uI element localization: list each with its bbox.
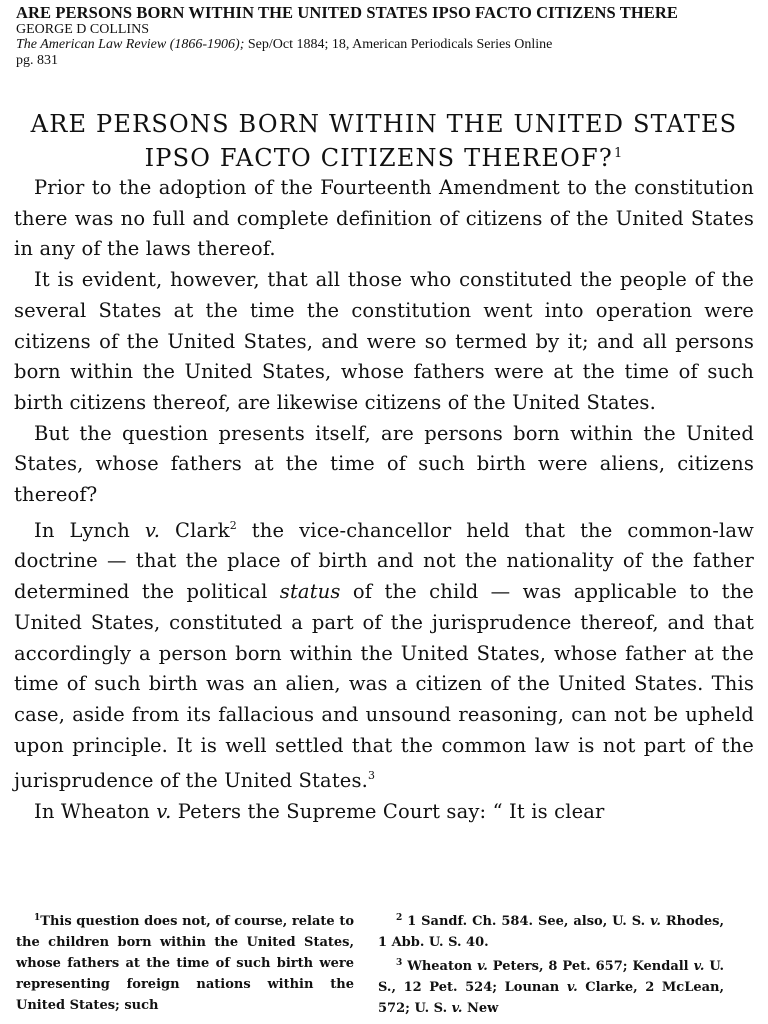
versus-abbrev: v. bbox=[144, 518, 161, 542]
footnote-mark: 3 bbox=[396, 958, 403, 968]
footnote-text: 1 Sandf. Ch. 584. See, also, U. S. bbox=[402, 914, 651, 929]
citation-author: GEORGE D COLLINS bbox=[16, 22, 149, 37]
paragraph: Prior to the adoption of the Fourteenth Amendment to the constitution there was no full and complete definition of citizens of the United States in any of the laws thereof. bbox=[14, 176, 754, 261]
footnote-text: U. S., 12 Pet. 524; Lounan bbox=[378, 959, 724, 995]
footnote-text: Peters, 8 Pet. 657; Kendall bbox=[487, 959, 694, 974]
citation-title: ARE PERSONS BORN WITHIN THE UNITED STATES IPSO FACTO CITIZENS THERE bbox=[16, 4, 678, 22]
versus-abbrev: v. bbox=[451, 1001, 463, 1016]
footnote-mark: 2 bbox=[396, 913, 403, 923]
footnotes-left-column bbox=[16, 908, 354, 1016]
versus-abbrev: v. bbox=[566, 980, 578, 995]
footnote-2 bbox=[378, 908, 724, 953]
text-run: of the child — was applicable to the United States, constituted a part of the jurisprudence thereof, and that accordingly a person born within the United States, whose father at the time of such birth was an alien, was a citizen of the United States. This case, aside from its fallacious and unsound reasoning, can not be upheld upon principle. It is well settled that the common law is not part of the jurisprudence of the United States. bbox=[14, 580, 754, 793]
paragraph: It is evident, however, that all those who constituted the people of the several States at the time the constitution went into operation were citizens of the United States, and were so termed by it; and all persons born within the United States, whose fathers were at the time of such birth citizens thereof, are likewise citizens of the United States. bbox=[14, 268, 754, 414]
citation-source bbox=[16, 37, 768, 53]
versus-abbrev: v. bbox=[693, 959, 705, 974]
footnote-mark: 1 bbox=[613, 146, 624, 162]
footnote-mark: 2 bbox=[229, 518, 237, 532]
footnote-text: New bbox=[462, 1001, 499, 1016]
text-run: Clark bbox=[160, 518, 230, 542]
article-title-line-2: IPSO FACTO CITIZENS THEREOF? bbox=[144, 144, 613, 173]
footnote-mark: 1 bbox=[34, 913, 41, 923]
italic-term: status bbox=[279, 580, 341, 604]
paragraph bbox=[14, 797, 754, 828]
text-run: In Lynch bbox=[34, 518, 145, 542]
citation-page: pg. 831 bbox=[16, 53, 58, 68]
text-run: In Wheaton bbox=[34, 800, 157, 824]
citation-journal: The American Law Review (1866-1906); bbox=[16, 37, 245, 52]
footnote-1 bbox=[16, 908, 354, 1016]
article-title-line-1: ARE PERSONS BORN WITHIN THE UNITED STATES bbox=[30, 110, 738, 139]
text-run: the vice-chancellor held that the common-law doctrine — that the place of birth and not the nationality of the father determined the political bbox=[14, 518, 754, 604]
footnote-mark: 3 bbox=[368, 769, 376, 783]
article-body bbox=[14, 173, 754, 828]
versus-abbrev: v. bbox=[477, 959, 488, 974]
footnote-text: Rhodes, 1 Abb. U. S. 40. bbox=[378, 914, 724, 950]
footnote-text: Wheaton bbox=[402, 959, 478, 974]
footnotes-right-column bbox=[378, 908, 724, 1019]
footnote-3 bbox=[378, 953, 724, 1019]
text-run: Peters the Supreme Court say: “ It is clear bbox=[171, 800, 605, 824]
paragraph: But the question presents itself, are persons born within the United States, whose fathers at the time of such birth were aliens, citizens thereof? bbox=[14, 421, 754, 507]
article-title bbox=[14, 109, 754, 173]
footnote-text: This question does not, of course, relate to the children born within the United States, whose fathers at the time of such birth were representing foreign nations within the United States; such bbox=[16, 914, 354, 1013]
versus-abbrev: v. bbox=[156, 800, 172, 824]
footnote-text: Clarke, 2 McLean, 572; U. S. bbox=[378, 980, 725, 1016]
citation-issue: Sep/Oct 1884; 18, American Periodicals Series Online bbox=[244, 37, 553, 52]
versus-abbrev: v. bbox=[650, 914, 661, 929]
paragraph bbox=[14, 511, 754, 797]
citation-header bbox=[16, 4, 768, 69]
